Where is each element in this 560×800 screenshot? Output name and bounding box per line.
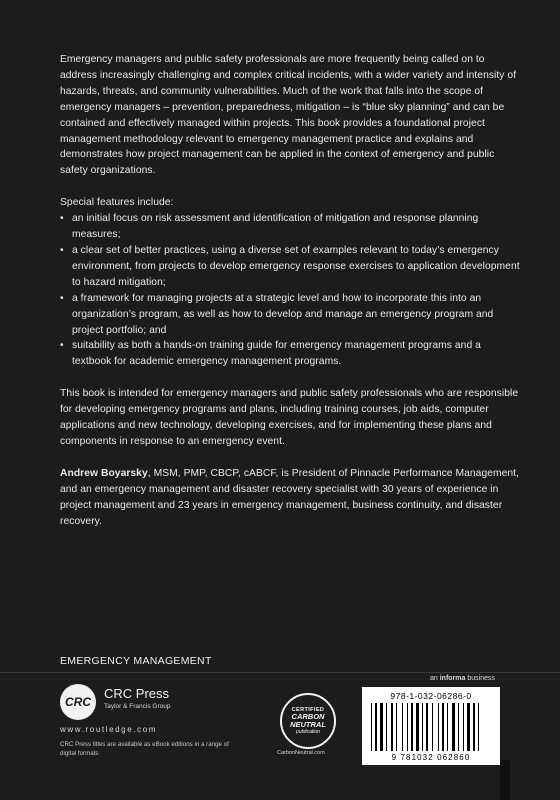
cover-edge bbox=[500, 760, 510, 800]
ebook-note: CRC Press titles are available as eBook editions in a range of digital formats bbox=[60, 741, 229, 757]
carbon-publication: publication bbox=[296, 729, 320, 735]
feature-item: • a clear set of better practices, using a diverse set of examples relevant to today’s emergency environment, from projects to develop emergency response exercises to application development to hazard mitigation; bbox=[60, 243, 520, 291]
feature-item: • suitability as both a hands-on training guide for emergency management programs and a textbook for academic emergency management programs. bbox=[60, 338, 520, 370]
author-name: Andrew Boyarsky bbox=[60, 467, 148, 479]
carbon-neutral-badge-icon bbox=[280, 693, 336, 749]
features-intro: Special features include: bbox=[60, 197, 174, 209]
carbon-line2: NEUTRAL bbox=[290, 720, 326, 729]
blurb bbox=[60, 52, 520, 545]
features-list bbox=[60, 211, 520, 370]
publisher-website: www.routledge.com bbox=[60, 725, 158, 734]
intro-paragraph: Emergency managers and public safety professionals are more frequently being called on to address increasingly challenging and complex critical incidents, with a wider variety and intensity of hazards, threats, and community vulnerabilities. Much of the work that falls into the scope of emergency managers – prevention, preparedness, mitigation – is “blue sky planning” and can be contained and effectively managed within projects. This book provides a foundational project management methodology relevant to emergency management practice and explains and demonstrates how project management can be applied in the context of emergency and public safety organizations. bbox=[60, 54, 517, 177]
isbn-number: 978-1-032-06286-0 bbox=[390, 691, 472, 701]
informa-prefix: an bbox=[430, 675, 440, 682]
informa-tagline bbox=[430, 675, 495, 682]
feature-item: • a framework for managing projects at a strategic level and how to incorporate this into an organization’s program, as well as how to develop and manage an emergency program and project portfolio; and bbox=[60, 291, 520, 339]
audience-paragraph: This book is intended for emergency managers and public safety professionals who are responsible for developing emergency programs and plans, including training courses, job aids, computer applications and new technology, developing exercises, and for implementing these plans and components in response to an emergency event. bbox=[60, 388, 519, 447]
divider bbox=[0, 672, 560, 673]
publisher-group: Taylor & Francis Group bbox=[104, 703, 171, 710]
barcode-icon bbox=[371, 703, 491, 753]
crc-logo-icon: CRC bbox=[60, 684, 96, 720]
isbn-digits: 9 781032 062860 bbox=[391, 753, 471, 762]
carbon-certified: CERTIFIED bbox=[291, 707, 325, 713]
category-label: EMERGENCY MANAGEMENT bbox=[60, 655, 212, 667]
author-bio: , MSM, PMP, CBCP, cABCF, is President of Pinnacle Performance Management, and an emergency management and disaster recovery specialist with 30 years of experience in project management and 23 years in emergency management, business continuity, and disaster recovery. bbox=[60, 467, 519, 527]
publisher-name: CRC Press bbox=[104, 686, 170, 701]
feature-item: • an initial focus on risk assessment and identification of mitigation and response planning measures; bbox=[60, 211, 520, 243]
informa-brand: informa bbox=[439, 675, 466, 682]
carbon-line1: CARBON bbox=[291, 712, 325, 721]
carbon-url: CarbonNeutral.com bbox=[277, 750, 325, 756]
isbn-barcode bbox=[362, 687, 500, 765]
informa-suffix: business bbox=[465, 675, 495, 682]
author-paragraph bbox=[60, 466, 520, 530]
